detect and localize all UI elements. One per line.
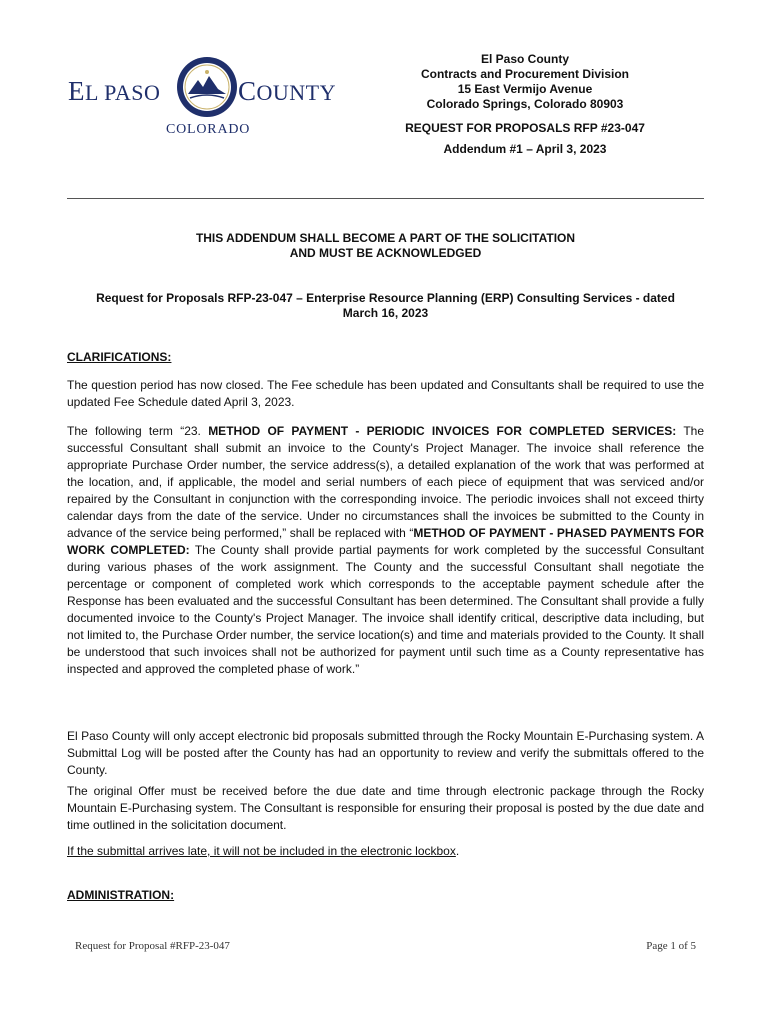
county-seal-icon xyxy=(176,56,238,118)
addendum-notice xyxy=(67,231,704,261)
header-line: 15 East Vermijo Avenue xyxy=(457,82,593,96)
footer-document-id: Request for Proposal #RFP-23-047 xyxy=(75,940,230,952)
header-line: Colorado Springs, Colorado 80903 xyxy=(426,97,624,111)
clarification-paragraph-offer: The original Offer must be received before the due date and time through electronic package through the Rocky Mountain E-Purchasing system. The Consultant is responsible for ensuring their proposal is posted by the due date and time outlined in the solicitation document. xyxy=(67,784,704,832)
rfp-title-line: Request for Proposals RFP-23-047 – Enterprise Resource Planning (ERP) Consulting Services - dated xyxy=(96,291,675,305)
notice-line: AND MUST BE ACKNOWLEDGED xyxy=(289,246,482,260)
header-line: Contracts and Procurement Division xyxy=(420,67,630,81)
clarifications-heading: CLARIFICATIONS: xyxy=(67,350,172,364)
header-rfp-number: REQUEST FOR PROPOSALS RFP #23-047 xyxy=(405,121,645,135)
header-divider xyxy=(67,198,704,199)
header-addendum: Addendum #1 – April 3, 2023 xyxy=(443,142,607,156)
footer-page-number: Page 1 of 5 xyxy=(646,940,696,952)
notice-line: THIS ADDENDUM SHALL BECOME A PART OF THE SOLICITATION xyxy=(195,231,576,245)
administration-heading: ADMINISTRATION: xyxy=(67,888,175,902)
clarification-paragraph-payment: The following term “23. METHOD OF PAYMENT - PERIODIC INVOICES FOR COMPLETED SERVICES: The successful Consultant shall submit an invoice to the County's Project Manager. The invoice shall reference the appropriate Purchase Order number, the service address(s), a detailed explanation of the work that was performed at the location, and, if applicable, the model and serial numbers of each piece of equipment that was serviced and/or repaired by the Consultant in conjunction with the corresponding invoice. The periodic invoices shall not exceed thirty calendar days from the date of the service. Under no circumstances shall the invoices be submitted to the County in advance of the service being performed,” shall be replaced with “METHOD OF PAYMENT - PHASED PAYMENTS FOR WORK COMPLETED: The County shall provide partial payments for work completed by the successful Consultant during various phases of the work assignment. The County and the successful Consultant shall negotiate the percentage or component of completed work which corresponds to the acceptable payment schedule after the Response has been evaluated and the successful Consultant has been determined. The Consultant shall provide a fully documented invoice to the County's Project Manager. The invoice shall identify critical, descriptive data including, but not limited to, the Purchase Order number, the service location(s) and time and materials provided to the County. It shall be understood that such invoices shall not be authorized for payment until such time as a County representative has inspected and approved the completed phase of work.” xyxy=(67,424,705,676)
clarification-paragraph-1: The question period has now closed. The Fee schedule has been updated and Consultants shall be required to use the updated Fee Schedule dated April 3, 2023. xyxy=(67,378,704,409)
header-line: El Paso County xyxy=(480,52,569,66)
logo-word-county: COUNTY xyxy=(238,76,337,106)
logo-subtitle: COLORADO xyxy=(166,122,251,137)
rfp-title-line: March 16, 2023 xyxy=(342,306,429,320)
county-logo xyxy=(68,54,338,140)
rfp-title xyxy=(67,291,704,321)
header-address xyxy=(380,52,670,112)
logo-word-el-paso: EL PASO xyxy=(68,76,161,106)
clarification-paragraph-electronic: El Paso County will only accept electronic bid proposals submitted through the Rocky Mountain E-Purchasing system. A Submittal Log will be posted after the County has had an opportunity to review and verify the submittals offered to the County. xyxy=(67,729,704,777)
clarification-late-notice: If the submittal arrives late, it will not be included in the electronic lockbox. xyxy=(67,844,460,858)
